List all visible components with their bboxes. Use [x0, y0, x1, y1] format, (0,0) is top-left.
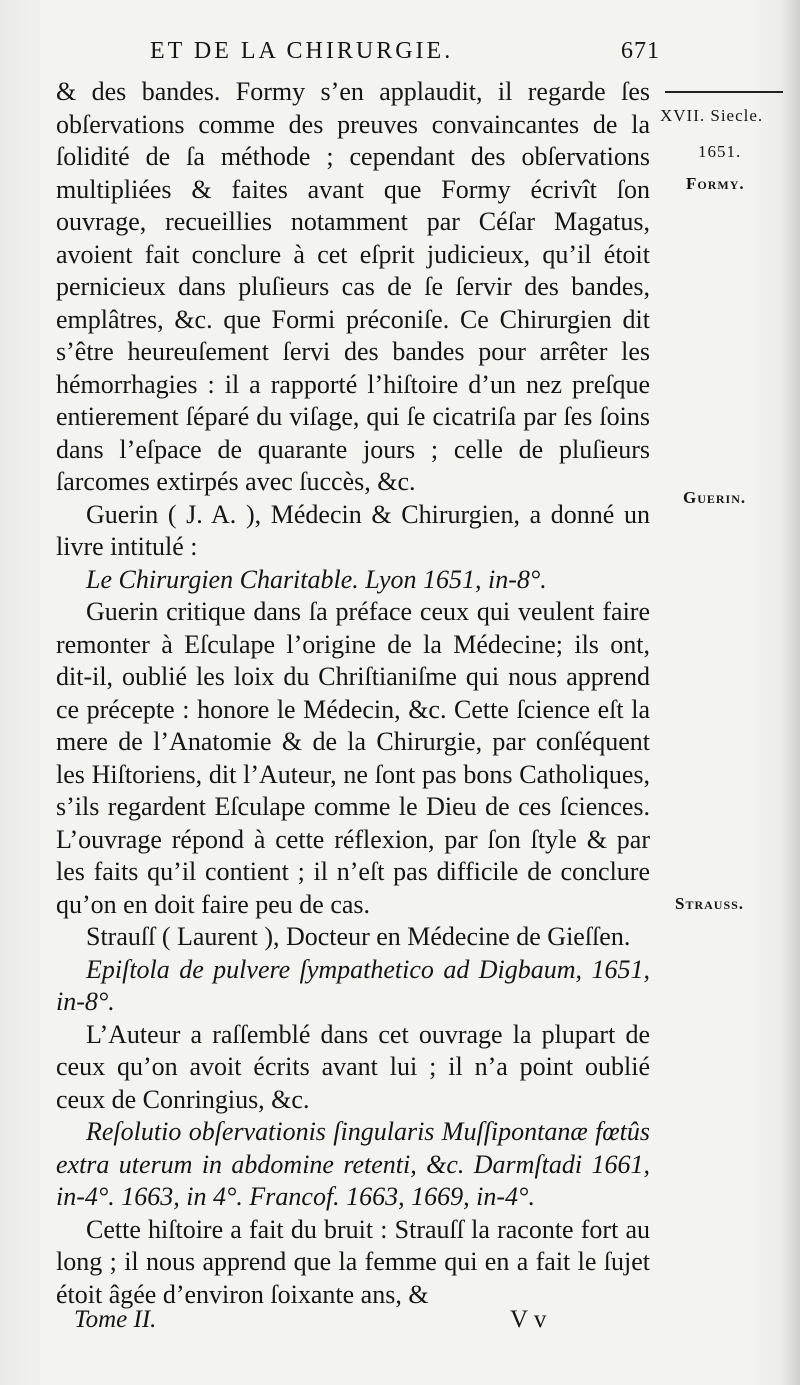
body-text [56, 76, 650, 1311]
margin-note-strauss: Strauss. [675, 894, 745, 913]
paragraph-formy-continued: & des bandes. Formy s’en applaudit, il regarde ſes obſervations comme des preuves convaincantes de la ſolidité de ſa méthode ; cependant des obſervations multipliées & faites avant que Formy écrivît ſon ouvrage, recueillies notamment par Céſar Magatus, avoient fait conclure à cet eſprit judicieux, qu’il étoit pernicieux dans pluſieurs cas de ſe ſervir des bandes, emplâtres, &c. que Formi préconiſe. Ce Chirurgien dit s’être heureuſement ſervi des bandes pour arrêter les hémorrhagies : il a rapporté l’hiſtoire d’un nez preſque entierement ſéparé du viſage, qui ſe cicatriſa par ſes ſoins dans l’eſpace de quarante jours ; celle de pluſieurs ſarcomes extirpés avec ſuccès, &c. [56, 77, 650, 496]
margin-note-guerin: Guerin. [683, 488, 747, 507]
margin-rule [665, 91, 783, 93]
book-title-chirurgien-charitable: Le Chirurgien Charitable. Lyon 1651, in-8°. [86, 564, 547, 594]
paragraph-strauss-story: Cette hiſtoire a fait du bruit : Strauſſ la raconte fort au long ; il nous apprend que la femme qui en a fait le ſujet étoit âgée d’environ ſoixante ans, & [56, 1214, 650, 1309]
page-number: 671 [621, 38, 660, 64]
book-title-resolutio: Reſolutio obſervationis ſingularis Muſſipontanæ fœtûs extra uterum in abdomine retenti, &c. Darmſtadi 1661, in-4°. 1663, in 4°. Francof. 1663, 1669, in-4°. [56, 1117, 650, 1211]
paragraph-strauss-compilation: L’Auteur a raſſemblé dans cet ouvrage la plupart de ceux qu’on avoit écrits avant lui ; il n’a point oublié ceux de Conringius, &c. [56, 1019, 650, 1114]
paragraph-guerin-entry: Guerin ( J. A. ), Médecin & Chirurgien, a donné un livre intitulé : [56, 499, 650, 561]
signature-mark: V v [510, 1306, 547, 1333]
page-header [150, 38, 660, 72]
margin-note-year: 1651. [698, 142, 742, 161]
margin-note-century: XVII. Siecle. [660, 106, 764, 125]
page-footer [74, 1306, 634, 1340]
page-edge-shadow [780, 0, 800, 1385]
tome-label: Tome II. [74, 1306, 157, 1333]
running-title: ET DE LA CHIRURGIE. [150, 38, 454, 64]
paragraph-guerin-critique: Guerin critique dans ſa préface ceux qui veulent faire remonter à Eſculape l’origine de la Médecine; ils ont, dit-il, oublié les loix du Chriſtianiſme qui nous apprend ce précepte : honore le Médecin, &c. Cette ſcience eſt la mere de l’Anatomie & de la Chirurgie, par conſéquent les Hiſtoriens, dit l’Auteur, ne ſont pas bons Catholiques, s’ils regardent Eſculape comme le Dieu de ces ſciences. L’ouvrage répond à cette réflexion, par ſon ſtyle & par les faits qu’il contient ; il n’eſt pas difficile de conclure qu’on en doit faire peu de cas. [56, 597, 650, 919]
book-title-epistola: Epiſtola de pulvere ſympathetico ad Digbaum, 1651, in-8°. [56, 954, 650, 1016]
margin-note-formy: Formy. [686, 174, 745, 193]
paragraph-strauss-entry: Strauſſ ( Laurent ), Docteur en Médecine de Gieſſen. [86, 922, 631, 951]
